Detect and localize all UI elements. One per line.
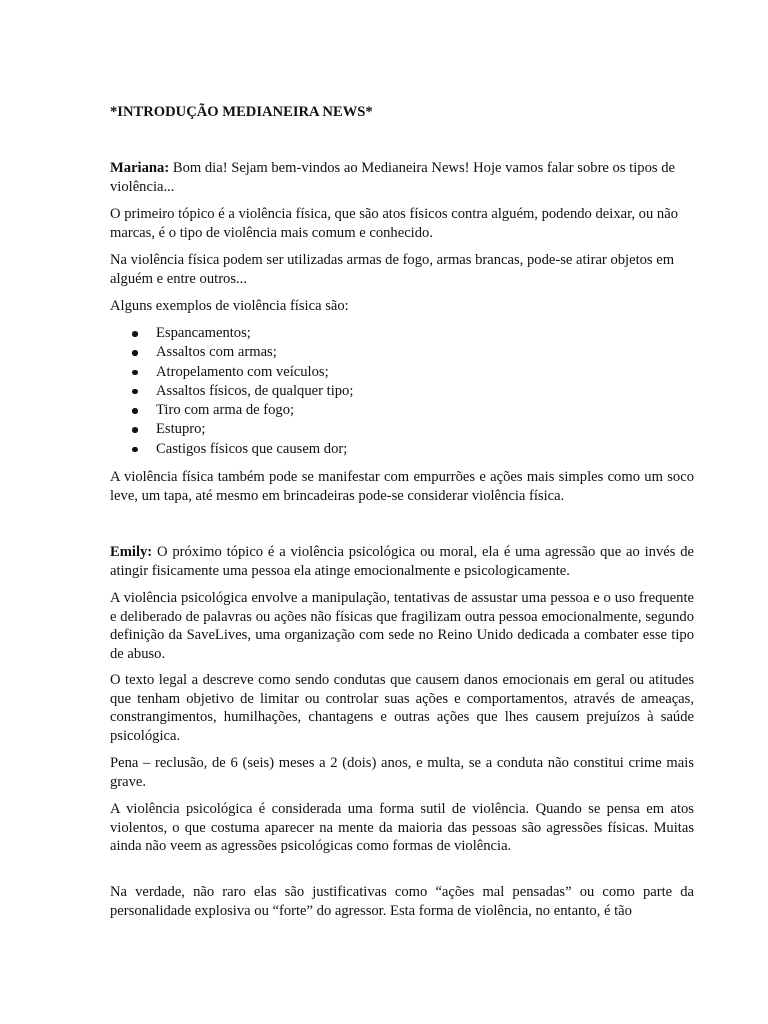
bullet-icon bbox=[132, 389, 138, 395]
paragraph: Na violência física podem ser utilizadas armas de fogo, armas brancas, pode-se atirar objetos em alguém e entre outros... bbox=[110, 252, 675, 287]
intro-paragraph bbox=[110, 159, 694, 196]
paragraph: O primeiro tópico é a violência física, que são atos físicos contra alguém, podendo deixar, ou não marcas, é o tipo de violência mais comum e conhecido. bbox=[110, 206, 678, 241]
intro-text: Bom dia! Sejam bem-vindos ao Medianeira News! Hoje vamos falar sobre os tipos de violência... bbox=[110, 160, 675, 195]
speaker-name: Emily: bbox=[110, 544, 153, 560]
speaker-name: Mariana: bbox=[110, 160, 170, 176]
paragraph: Alguns exemplos de violência física são: bbox=[110, 298, 349, 314]
bullet-icon bbox=[132, 370, 138, 376]
list-item: Espancamentos; bbox=[110, 324, 694, 343]
list-item: Assaltos com armas; bbox=[110, 343, 694, 362]
paragraph: O texto legal a descreve como sendo condutas que causem danos emocionais em geral ou atitudes que tenham objetivo de limitar ou controlar suas ações e comportamentos, através de ameaças, constrangimentos, humilhações, chantagens e outras ações que lhes causem prejuízos à saúde psicológica. bbox=[110, 672, 694, 744]
bullet-icon bbox=[132, 447, 138, 453]
bullet-icon bbox=[132, 408, 138, 414]
paragraph: A violência física também pode se manifestar com empurrões e ações mais simples como um soco leve, um tapa, até mesmo em brincadeiras pode-se considerar violência física. bbox=[110, 469, 694, 504]
list-item: Estupro; bbox=[110, 420, 694, 439]
paragraph: Pena – reclusão, de 6 (seis) meses a 2 (dois) anos, e multa, se a conduta não constitui crime mais grave. bbox=[110, 755, 694, 790]
bullet-icon bbox=[132, 427, 138, 433]
examples-list bbox=[110, 324, 694, 459]
document-title: *INTRODUÇÃO MEDIANEIRA NEWS* bbox=[110, 104, 373, 120]
list-item: Tiro com arma de fogo; bbox=[110, 401, 694, 420]
bullet-icon bbox=[132, 350, 138, 356]
paragraph: A violência psicológica é considerada uma forma sutil de violência. Quando se pensa em atos violentos, o que costuma aparecer na mente da maioria das pessoas são agressões físicas. Muitas ainda não veem as agressões psicológicas como formas de violência. bbox=[110, 801, 694, 855]
paragraph: Na verdade, não raro elas são justificativas como “ações mal pensadas” ou como parte da personalidade explosiva ou “forte” do agressor. Esta forma de violência, no entanto, é tão bbox=[110, 884, 694, 919]
list-item: Atropelamento com veículos; bbox=[110, 363, 694, 382]
list-item: Castigos físicos que causem dor; bbox=[110, 440, 694, 459]
psych-intro-text: O próximo tópico é a violência psicológica ou moral, ela é uma agressão que ao invés de atingir fisicamente uma pessoa ela atinge emocionalmente e psicologicamente. bbox=[110, 544, 694, 579]
bullet-icon bbox=[132, 331, 138, 337]
paragraph: A violência psicológica envolve a manipulação, tentativas de assustar uma pessoa e o uso frequente e deliberado de palavras ou ações não físicas que fragilizam outra pessoa emocionalmente, segundo definição da SaveLives, uma organização com sede no Reino Unido dedicada a combater esse tipo de abuso. bbox=[110, 590, 694, 662]
list-item: Assaltos físicos, de qualquer tipo; bbox=[110, 382, 694, 401]
psych-intro-paragraph bbox=[110, 543, 694, 580]
